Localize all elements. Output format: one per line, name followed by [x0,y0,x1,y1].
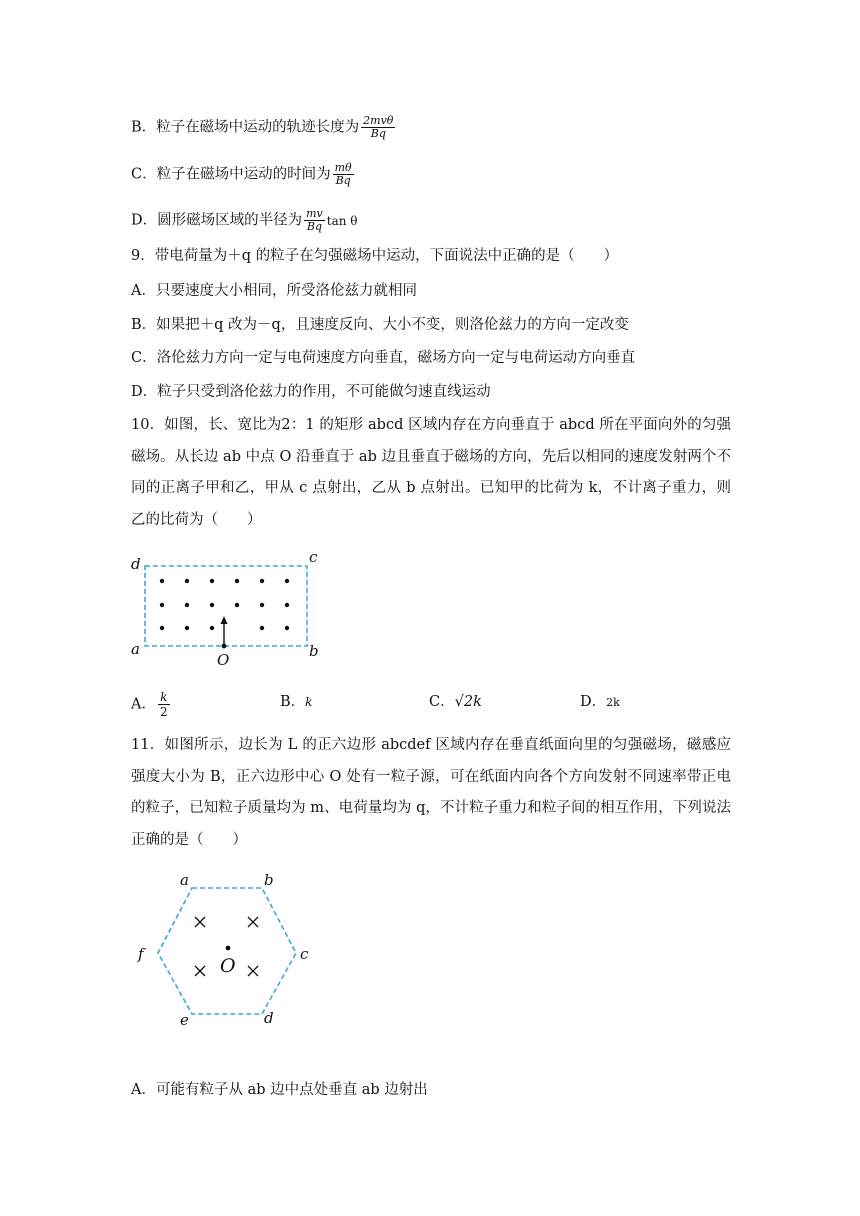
q8-option-b [131,115,395,140]
q8-option-c [131,162,354,187]
label-c: c [309,548,318,566]
point-o-dot [222,644,227,649]
fraction-denominator: 2 [159,705,168,719]
field-region-border [145,566,307,646]
q8-option-b-fraction [361,115,395,140]
label-a: a [131,640,140,658]
q10-stem: 10．如图，长、宽比为2：1 的矩形 abcd 区域内存在方向垂直于 abcd 所在平面向外的匀强磁场。从长边 ab 中点 O 沿垂直于 ab 边且垂直于磁场的方向，先后以相同的速度发射两个不同的正离子甲和乙，甲从 c 点射出，乙从 b 点射出。已知甲的比荷为 k，不计离子重力，则乙的比荷为（ ） [131,417,731,528]
velocity-arrow-head [221,616,228,624]
q8-option-d-text: D．圆形磁场区域的半径为 [131,212,303,229]
label-d: d [264,1009,274,1027]
q10-figure [125,548,325,674]
option-c-value: √2k [454,694,482,710]
option-d-value: 2k [606,696,620,709]
q11-option-a: A．可能有粒子从 ab 边中点处垂直 ab 边射出 [131,1082,428,1098]
option-d-label: D． [580,694,607,710]
option-a-label: A． [131,696,156,713]
q8-option-c-text: C．粒子在磁场中运动的时间为 [131,166,331,183]
q8-option-d [131,208,358,233]
option-b-value: k [305,695,313,709]
q10-option-c [429,690,482,711]
label-f: f [138,945,144,963]
q11-figure [130,868,330,1032]
label-c: c [300,945,309,963]
q10-option-b [280,690,312,711]
label-o: O [217,651,230,669]
q9-option-c: C．洛伦兹力方向一定与电荷速度方向垂直，磁场方向一定与电荷运动方向垂直 [131,350,636,366]
option-a-fraction [158,690,170,719]
q9-stem: 9．带电荷量为＋q 的粒子在匀强磁场中运动，下面说法中正确的是（ ） [131,248,619,264]
label-b: b [264,871,274,889]
fraction-numerator: mv [306,207,323,220]
q11-stem: 11．如图所示，边长为 L 的正六边形 abcdef 区域内存在垂直纸面向里的匀强磁场，磁感应强度大小为 B，正六边形中心 O 处有一粒子源，可在纸面内向各个方向发射不同速率带正电的粒子，已知粒子质量均为 m、电荷量均为 q，不计粒子重力和粒子间的相互作用，下列说法正确的是（ ） [131,737,731,848]
q10-option-d [580,690,620,711]
fraction-numerator: k [158,690,170,705]
rectangle-field-diagram [125,548,325,670]
q8-option-d-fraction [304,208,325,233]
label-e: e [180,1011,189,1028]
label-o: O [220,955,236,977]
q9-option-b: B．如果把＋q 改为－q，且速度反向、大小不变，则洛伦兹力的方向一定改变 [131,317,629,333]
label-d: d [131,555,141,573]
hexagon-field-diagram [130,868,330,1028]
label-b: b [309,642,319,660]
q8-option-c-fraction [333,162,354,187]
fraction-denominator: Bq [335,174,351,187]
label-a: a [180,871,189,889]
hexagon-region-border [158,888,296,1014]
center-o-dot [226,946,231,951]
q9-option-d: D．粒子只受到洛伦兹力的作用，不可能做匀速直线运动 [131,384,491,400]
q8-option-b-text: B．粒子在磁场中运动的轨迹长度为 [131,119,360,136]
option-b-label: B． [280,694,306,710]
q10-option-a [131,690,170,719]
fraction-denominator: Bq [306,220,323,233]
q9-option-a: A．只要速度大小相同，所受洛伦兹力就相同 [131,283,417,299]
fraction-denominator: Bq [370,127,386,140]
fraction-numerator: 2mvθ [363,114,394,127]
option-c-label: C． [429,694,455,710]
q8-option-d-suffix: tan θ [326,213,358,228]
fraction-numerator: mθ [334,161,352,174]
